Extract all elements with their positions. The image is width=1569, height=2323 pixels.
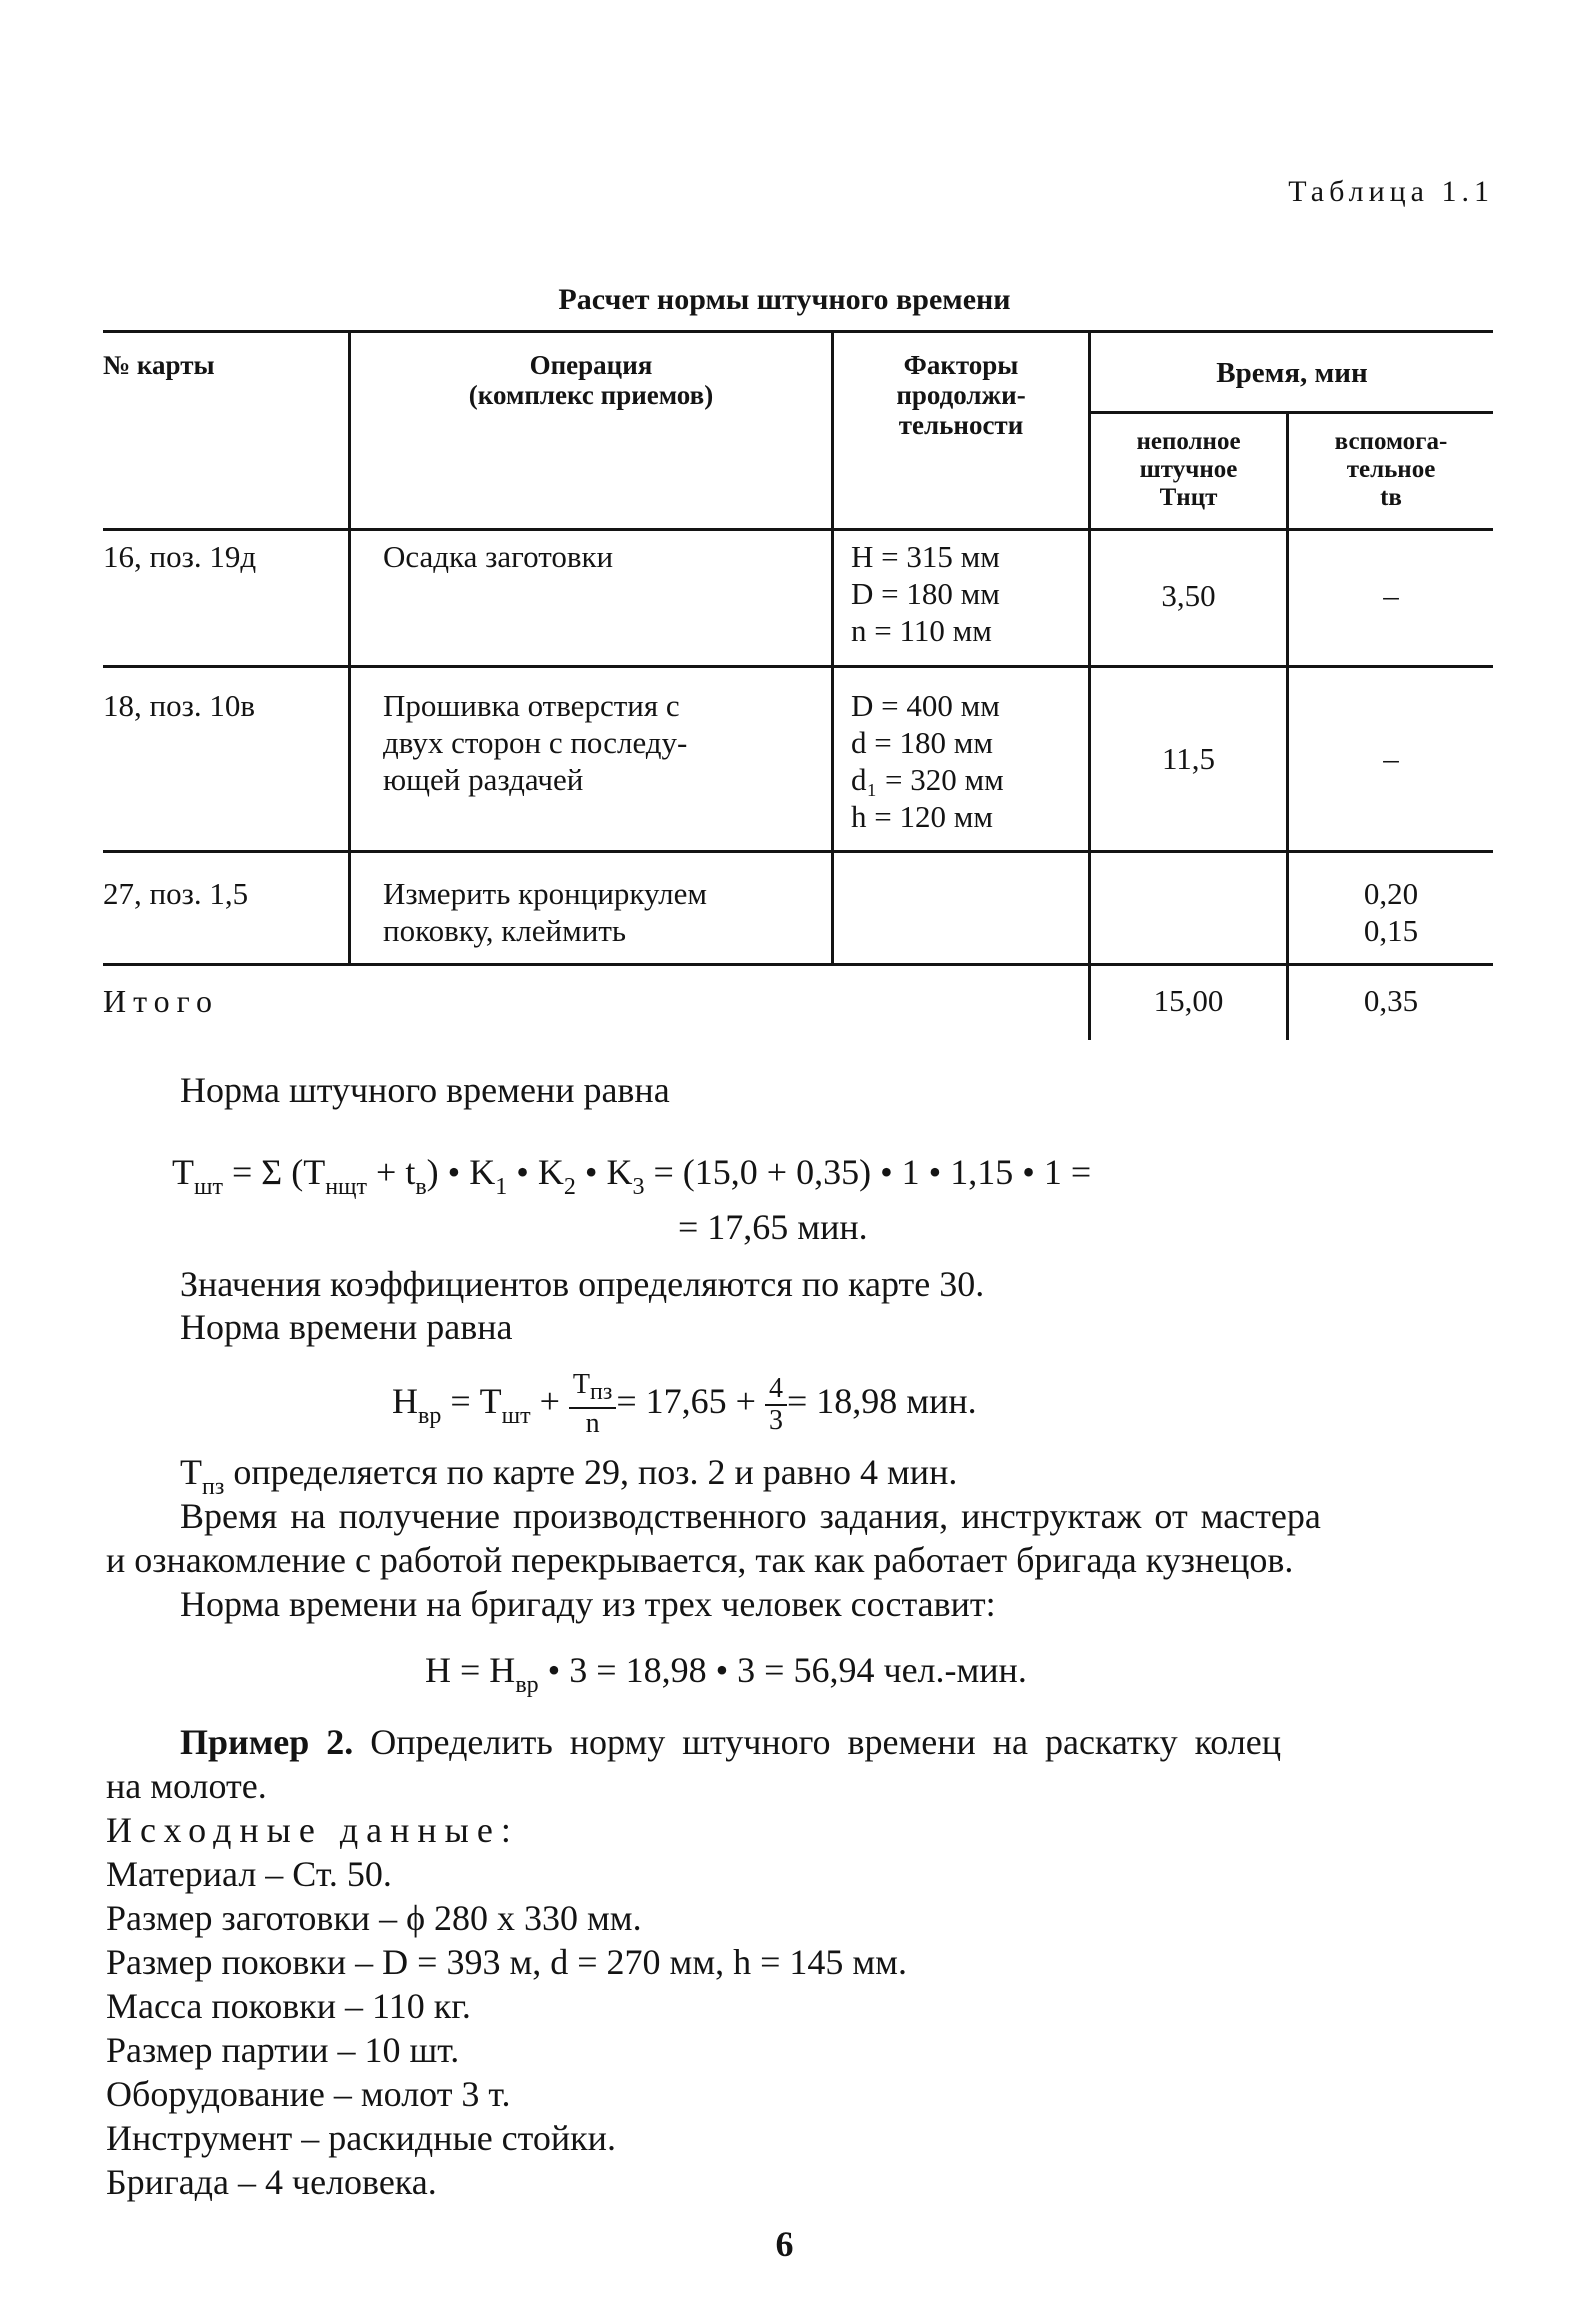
fraction-tpz-n: $\frac{\text{Tпз}}{n}$ [569,1370,616,1439]
row3-operation-line: поковку, клеймить [383,913,627,948]
row2-factor: d₁ = 320 мм [851,762,1004,797]
row3-operation-line: Измерить кронциркулем [383,876,708,911]
paragraph-tpz-text: определяется по карте 29, поз. 2 и равно 4 мин. [233,1452,958,1492]
row2-operation-line: ющей раздачей [383,762,584,797]
row2-incomplete-time: 11,5 [1161,741,1216,776]
formula-tsht-result: = 17,65 мин. [678,1207,868,1247]
col-factors-line1: Факторы [903,350,1019,380]
formula-sum: = Σ (T [231,1152,326,1192]
paragraph-tpz: $T_{пз}$ определяется по карте 29, поз. 2 и равно 4 мин. [180,1452,958,1500]
formula-tsht: $T_{шт} = \Sigma$ $(T_{нщт} + t_в)$ • $K_1$ • $K_2$ • $K_3 = (15,0 + 0,35)$ • 1 • 1,15 • 1 = [172,1152,1092,1200]
row3-aux-time [1289,875,1493,949]
row2-operation [383,687,687,798]
col-incomplete-header [1091,428,1286,512]
paragraph-coefficients: Значения коэффициентов определяются по карте 30. [180,1264,985,1304]
formula-hvr-result: 18,98 мин. [816,1380,977,1421]
col-factors-line3: тельности [898,410,1024,440]
row2-card: 18, поз. 10в [103,688,255,723]
row1-incomplete-time: 3,50 [1161,578,1216,613]
table-number: Таблица 1.1 [1288,175,1494,208]
total-incomplete-time: 15,00 [1153,983,1224,1018]
page-number: 6 [775,2224,794,2264]
col-operation-line2: (комплекс приемов) [468,380,714,410]
row1-factor: n = 110 мм [851,613,992,648]
initial-data-item: Бригада – 4 человека. [106,2162,437,2202]
table-rule-row2 [103,850,1493,853]
col-incomplete-line3: Tнцт [1159,484,1218,511]
initial-data-item: Масса поковки – 110 кг. [106,1986,471,2026]
initial-data-item: Материал – Ст. 50. [106,1854,392,1894]
row1-factor: D = 180 мм [851,576,1000,611]
row1-operation: Осадка заготовки [383,539,614,574]
time-norm-table [103,330,1493,1040]
row2-aux-time: – [1383,741,1399,776]
row2-factor: d = 180 мм [851,725,993,760]
table-rule-v1 [348,330,351,963]
row1-factors [851,538,1000,649]
table-rule-row3 [103,963,1493,966]
paragraph-norm-time: Норма времени равна [180,1307,513,1347]
table-rule-time-sub [1088,411,1493,414]
formula-h: $H = H_{вр}$ • 3 = 18,98 • 3 = 56,94 чел.-мин. [425,1650,1027,1698]
paragraph-brigade: Норма времени на бригаду из трех человек составит: [180,1584,996,1624]
table-rule-top [103,330,1493,333]
example-label: Пример 2. [180,1722,354,1762]
paragraph-time-line1: Время на получение производственного задания, инструктаж от мастера [180,1496,1321,1536]
col-card-header: № карты [103,350,215,380]
row1-aux-time: – [1383,578,1399,613]
table-rule-header [103,528,1493,531]
col-operation-header [351,350,831,410]
paragraph-norm-intro: Норма штучного времени равна [180,1070,670,1110]
initial-data-heading: Исходные данные: [106,1810,519,1850]
initial-data-item: Инструмент – раскидные стойки. [106,2118,616,2158]
col-incomplete-line1: неполное [1136,428,1241,455]
col-time-header: Время, мин [1216,357,1368,389]
table-rule-row1 [103,665,1493,668]
fraction-4-3: $\frac{4}{3}$ [765,1374,787,1436]
col-factors-header [834,350,1088,440]
row2-operation-line: Прошивка отверстия с [383,688,680,723]
row3-aux-value: 0,15 [1363,913,1419,948]
formula-hvr: $H_{вр} = T_{шт}$ + $\frac{\text{Tпз}}{n}$ = 17,65 + $\frac{4}{3}$ = 18,98 мин. [392,1369,977,1439]
example-text-cont: на молоте. [106,1766,267,1806]
total-label: Итого [103,983,219,1019]
row2-factor: h = 120 мм [851,799,993,834]
row2-factor: D = 400 мм [851,688,1000,723]
formula-substitution: = (15,0 + 0,35) • 1 • 1,15 • 1 = [653,1152,1092,1192]
row3-card: 27, поз. 1,5 [103,876,249,911]
col-aux-header [1289,428,1493,512]
col-aux-line2: тельное [1346,456,1436,483]
col-operation-line1: Операция [529,350,653,380]
paragraph-time-line2: и ознакомление с работой перекрывается, так как работает бригада кузнецов. [106,1540,1294,1580]
row2-factors [851,687,1004,835]
initial-data-item: Размер заготовки – ϕ 280 x 330 мм. [106,1898,642,1938]
table-title: Расчет нормы штучного времени [558,283,1011,316]
col-aux-line3: tв [1380,484,1402,511]
row1-card: 16, поз. 19д [103,539,257,574]
row3-aux-value: 0,20 [1363,876,1419,911]
initial-data-item: Размер поковки – D = 393 м, d = 270 мм, h = 145 мм. [106,1942,907,1982]
total-aux-time: 0,35 [1363,983,1419,1018]
initial-data-item: Оборудование – молот 3 т. [106,2074,511,2114]
formula-hvr-substitution: 17,65 + [645,1380,756,1421]
initial-data-item: Размер партии – 10 шт. [106,2030,460,2070]
row1-factor: H = 315 мм [851,539,1000,574]
example-heading [180,1720,1490,1764]
row3-operation [383,875,707,949]
col-factors-line2: продолжи- [896,380,1026,410]
formula-h-substitution: • 3 = 18,98 • 3 = 56,94 чел.-мин. [547,1650,1027,1690]
example-text: Определить норму штучного времени на раскатку колец [370,1722,1282,1762]
row2-operation-line: двух сторон с последу- [383,725,688,760]
col-incomplete-line2: штучное [1139,456,1238,483]
initial-data-list [106,1852,907,2204]
col-aux-line1: вспомога- [1334,428,1448,455]
